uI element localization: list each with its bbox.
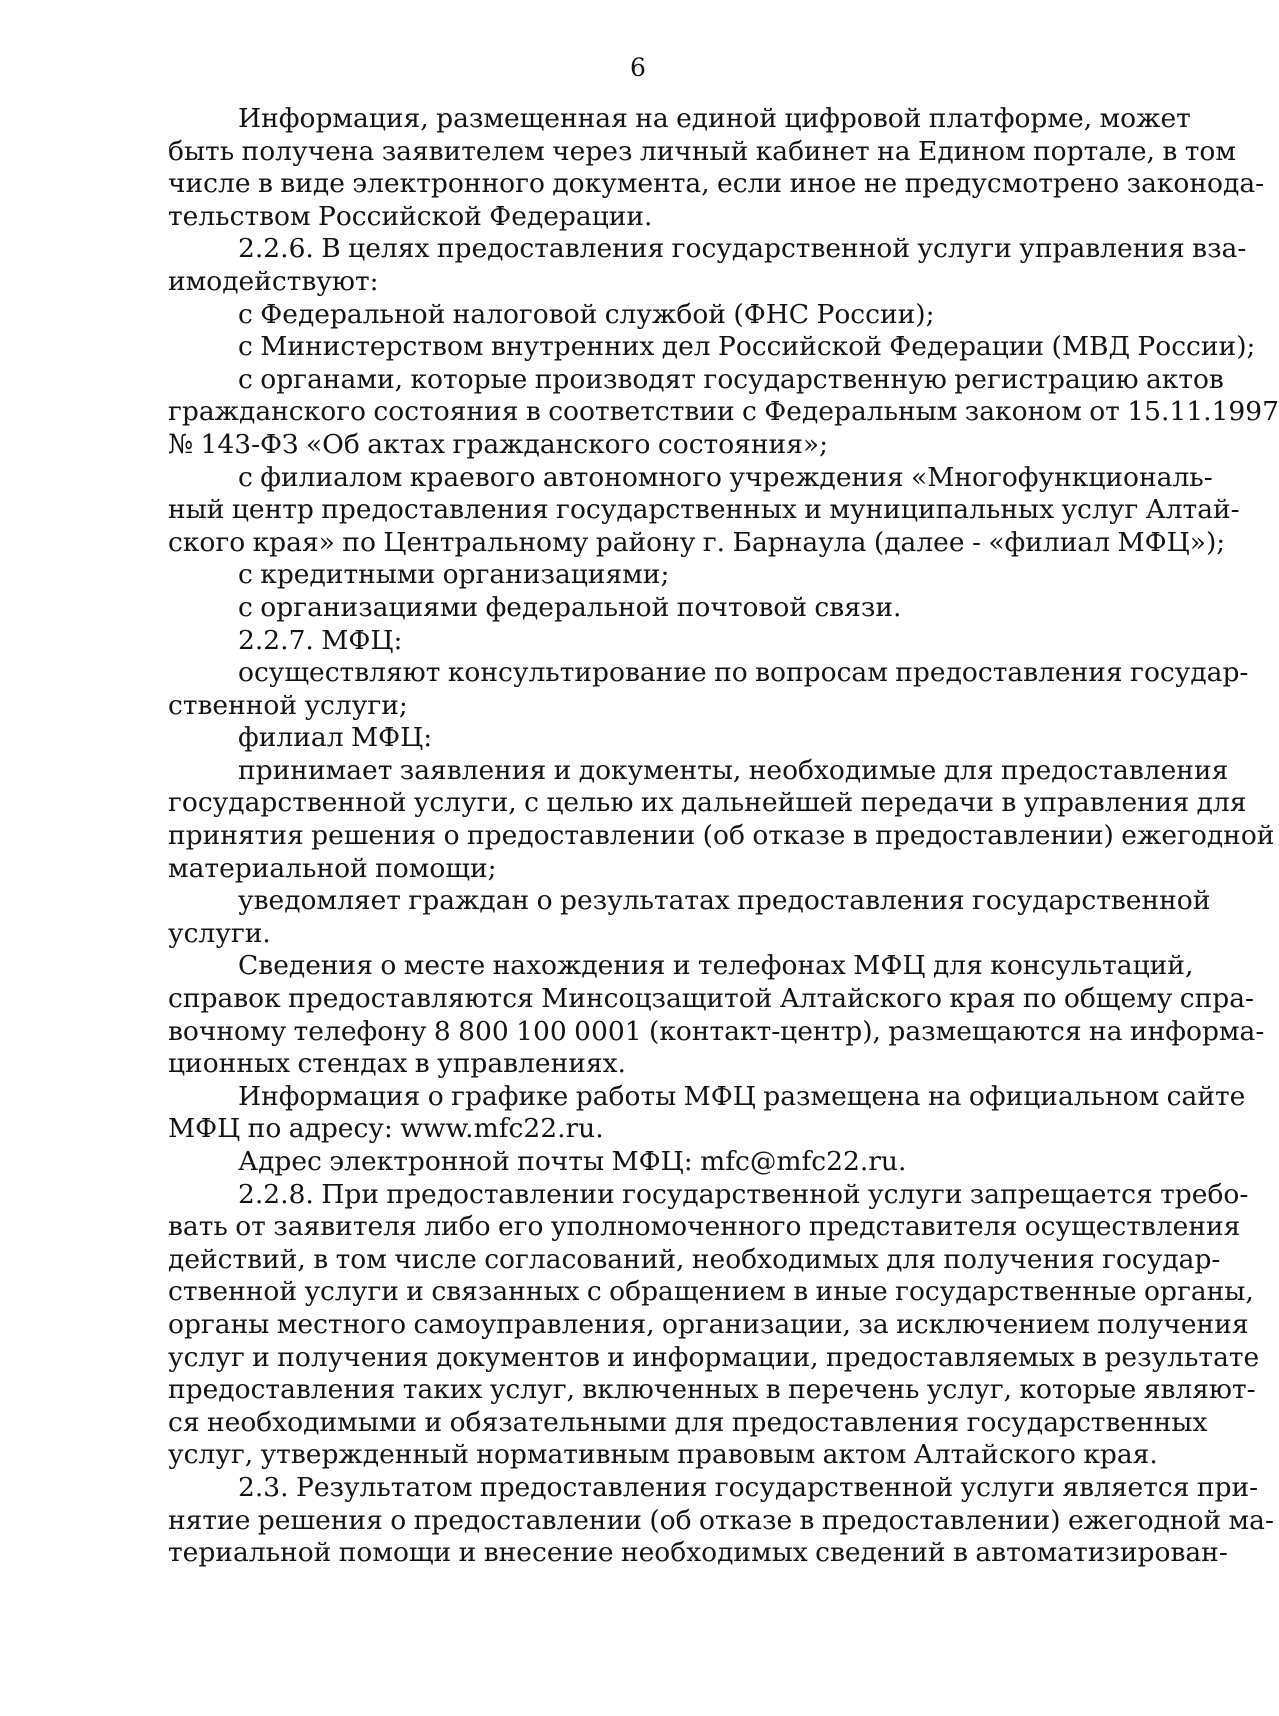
text-line: вать от заявителя либо его уполномоченного представителя осуществления: [168, 1211, 1241, 1243]
text-line: принимает заявления и документы, необходимые для предоставления: [238, 754, 1229, 786]
text-line: Информация, размещенная на единой цифровой платформе, может: [238, 103, 1191, 134]
text-line: быть получена заявителем через личный кабинет на Едином портале, в том: [168, 135, 1236, 167]
text-line: ского края» по Центральному району г. Барнаула (далее - «филиал МФЦ»);: [168, 526, 1226, 558]
text-line: ся необходимыми и обязательными для предоставления государственных: [168, 1406, 1208, 1438]
text-line: ственной услуги;: [168, 689, 408, 721]
text-line: ционных стендах в управлениях.: [168, 1048, 626, 1080]
text-line: териальной помощи и внесение необходимых сведений в автоматизирован-: [168, 1537, 1228, 1569]
text-line: осуществляют консультирование по вопросам предоставления государ-: [238, 657, 1249, 689]
text-line: действий, в том числе согласований, необходимых для получения государ-: [168, 1243, 1221, 1275]
text-line: с Федеральной налоговой службой (ФНС России);: [238, 298, 935, 330]
text-line: услуги.: [168, 917, 271, 949]
body-text: [168, 103, 1279, 1570]
text-line: Информация о графике работы МФЦ размещена на официальном сайте: [238, 1080, 1246, 1112]
text-line: услуг, утвержденный нормативным правовым актом Алтайского края.: [168, 1439, 1158, 1471]
text-line: 2.2.8. При предоставлении государственной услуги запрещается требо-: [238, 1178, 1249, 1210]
text-line: 2.2.7. МФЦ:: [238, 624, 403, 656]
text-line: уведомляет граждан о результатах предоставления государственной: [238, 885, 1211, 917]
text-line: с кредитными организациями;: [238, 559, 670, 591]
page-number: 6: [630, 53, 646, 82]
text-line: ный центр предоставления государственных и муниципальных услуг Алтай-: [168, 494, 1240, 526]
text-line: услуг и получения документов и информации, предоставляемых в результате: [168, 1341, 1260, 1373]
text-line: № 143-ФЗ «Об актах гражданского состояния»;: [168, 428, 829, 460]
text-line: предоставления таких услуг, включенных в перечень услуг, которые являют-: [168, 1374, 1256, 1406]
text-line: органы местного самоуправления, организации, за исключением получения: [168, 1308, 1249, 1340]
text-line: 2.3. Результатом предоставления государственной услуги является при-: [238, 1471, 1259, 1503]
text-line: МФЦ по адресу: www.mfc22.ru.: [168, 1113, 604, 1145]
text-line: с организациями федеральной почтовой связи.: [238, 591, 902, 623]
text-line: материальной помощи;: [168, 852, 497, 884]
text-line: ственной услуги и связанных с обращением в иные государственные органы,: [168, 1276, 1254, 1308]
text-line: 2.2.6. В целях предоставления государственной услуги управления вза-: [238, 233, 1247, 265]
text-line: числе в виде электронного документа, если иное не предусмотрено законода-: [168, 168, 1265, 200]
text-line: вочному телефону 8 800 100 0001 (контакт-центр), размещаются на информа-: [168, 1015, 1265, 1047]
text-line: с органами, которые производят государственную регистрацию актов: [238, 363, 1224, 395]
text-line: государственной услуги, с целью их дальнейшей передачи в управления для: [168, 787, 1247, 819]
text-line: гражданского состояния в соответствии с Федеральным законом от 15.11.1997: [168, 396, 1279, 428]
text-line: с Министерством внутренних дел Российской Федерации (МВД России);: [238, 331, 1256, 363]
text-line: Адрес электронной почты МФЦ: mfc@mfc22.ru.: [238, 1146, 907, 1177]
text-line: принятия решения о предоставлении (об отказе в предоставлении) ежегодной: [168, 820, 1275, 852]
text-line: Сведения о месте нахождения и телефонах МФЦ для консультаций,: [238, 950, 1194, 982]
text-line: нятие решения о предоставлении (об отказе в предоставлении) ежегодной ма-: [168, 1504, 1274, 1536]
text-line: филиал МФЦ:: [238, 722, 433, 754]
text-line: тельством Российской Федерации.: [168, 200, 653, 232]
text-line: с филиалом краевого автономного учреждения «Многофункциональ-: [238, 461, 1213, 493]
text-line: имодействуют:: [168, 265, 379, 297]
text-line: справок предоставляются Минсоцзащитой Алтайского края по общему спра-: [168, 983, 1254, 1015]
